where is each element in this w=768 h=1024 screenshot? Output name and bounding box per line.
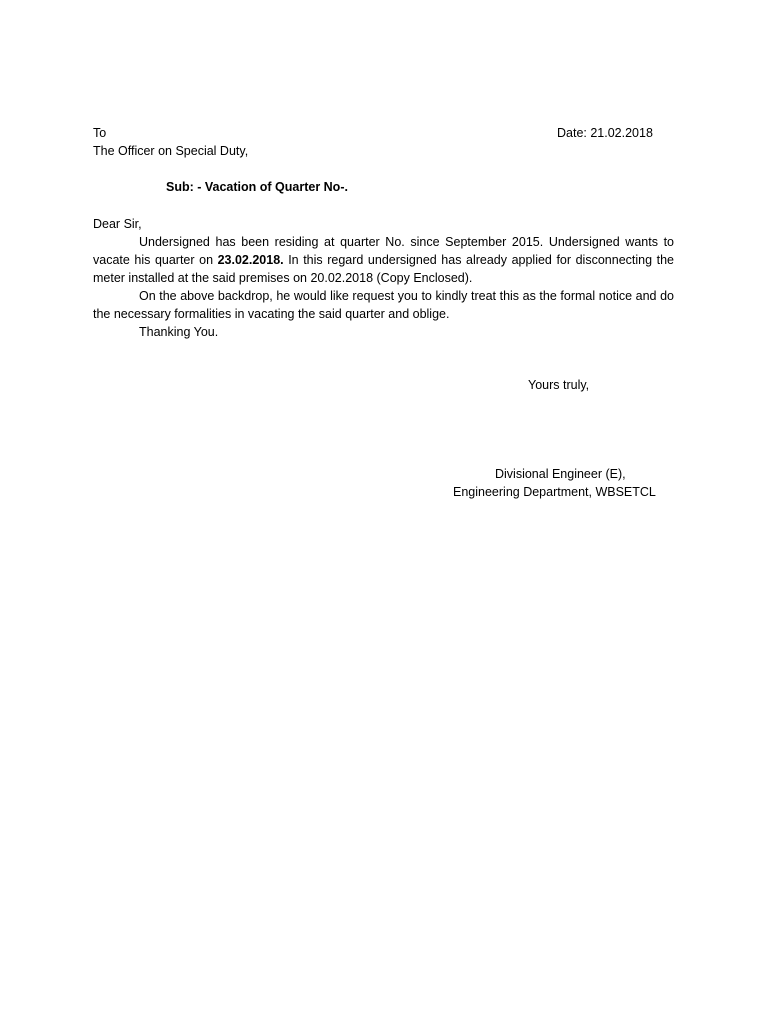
paragraph-1-text-end: In this regard undersigned has already applied for disconnecting the meter installed at the said premises on 20.02.2018 (Copy Enclosed). bbox=[93, 253, 674, 285]
closing-line: Yours truly, bbox=[528, 378, 590, 392]
body-paragraph-1 bbox=[93, 233, 674, 287]
signatory-title: Divisional Engineer (E), bbox=[495, 467, 626, 481]
vacate-date: 23.02.2018. bbox=[217, 253, 284, 267]
addressee: The Officer on Special Duty, bbox=[93, 144, 249, 158]
signatory-department: Engineering Department, WBSETCL bbox=[453, 485, 656, 499]
to-label: To bbox=[93, 126, 107, 140]
paragraph-1-text-start: Undersigned has been residing at quarter No. since September 2015. Undersigned wants to vacate his quarter on bbox=[93, 235, 674, 267]
thanks-line: Thanking You. bbox=[139, 325, 219, 339]
subject-line: Sub: - Vacation of Quarter No-. bbox=[166, 180, 348, 194]
body-paragraph-2: On the above backdrop, he would like request you to kindly treat this as the formal notice and do the necessary formalities in vacating the said quarter and oblige. bbox=[93, 289, 674, 321]
letter-date: Date: 21.02.2018 bbox=[557, 126, 653, 140]
salutation: Dear Sir, bbox=[93, 217, 142, 231]
